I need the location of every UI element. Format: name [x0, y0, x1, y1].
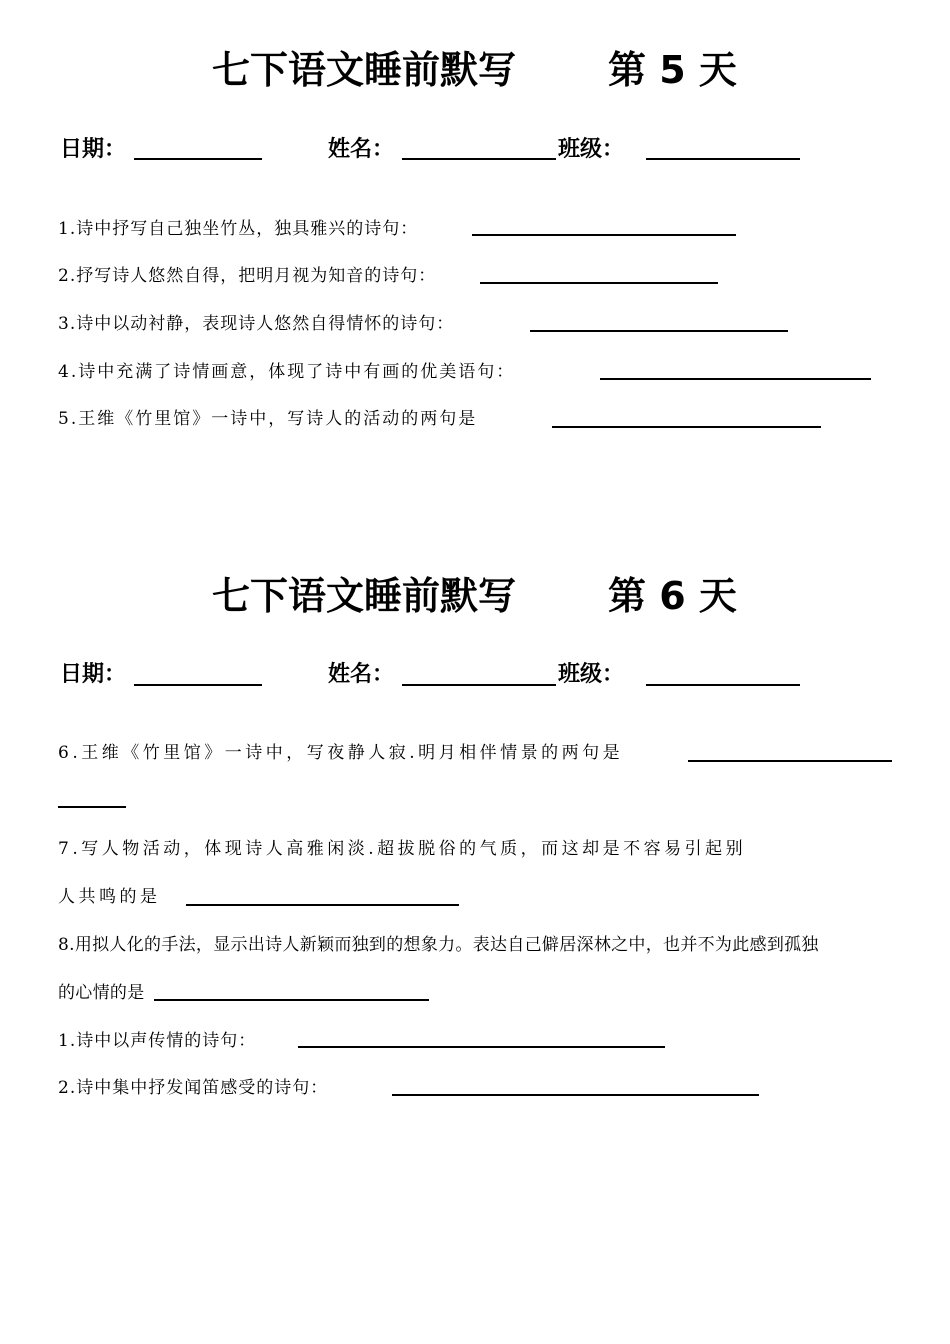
answer-blank[interactable] [154, 999, 429, 1001]
answer-blank-continued[interactable] [58, 806, 126, 808]
day-number: 第 5 天 [608, 48, 737, 92]
question-text: 8.用拟人化的手法，显示出诗人新颖而独到的想象力。表达自己僻居深林之中，也并不为此感到孤独 [58, 935, 819, 955]
question-text: 的心情的是 [58, 983, 145, 1003]
question-text: 5.王维《竹里馆》一诗中，写诗人的活动的两句是 [58, 409, 478, 429]
answer-blank[interactable] [480, 282, 718, 284]
class-label: 班级： [558, 662, 625, 687]
day-number: 第 6 天 [608, 574, 737, 618]
name-label: 姓名： [328, 662, 395, 687]
question-text: 7.写人物活动，体现诗人高雅闲淡.超拔脱俗的气质，而这却是不容易引起别 [58, 839, 747, 859]
answer-blank[interactable] [688, 760, 892, 762]
question-text: 6.王维《竹里馆》一诗中，写夜静人寂.明月相伴情景的两句是 [58, 743, 624, 763]
page-title: 七下语文睡前默写 [212, 48, 517, 92]
question-text: 1.诗中抒写自己独坐竹丛，独具雅兴的诗句： [58, 219, 419, 239]
date-blank[interactable] [134, 158, 262, 160]
name-blank[interactable] [402, 158, 556, 160]
question-text: 3.诗中以动衬静，表现诗人悠然自得情怀的诗句： [58, 314, 455, 334]
class-blank[interactable] [646, 684, 800, 686]
answer-blank[interactable] [472, 234, 736, 236]
question-text: 4.诗中充满了诗情画意，体现了诗中有画的优美语句： [58, 362, 516, 382]
date-blank[interactable] [134, 684, 262, 686]
class-label: 班级： [558, 137, 625, 162]
question-text: 1.诗中以声传情的诗句： [58, 1031, 257, 1051]
page-title: 七下语文睡前默写 [212, 574, 517, 618]
answer-blank[interactable] [186, 904, 459, 906]
date-label: 日期： [60, 662, 127, 687]
date-label: 日期： [60, 137, 127, 162]
answer-blank[interactable] [530, 330, 788, 332]
name-label: 姓名： [328, 137, 395, 162]
answer-blank[interactable] [552, 426, 821, 428]
question-text: 2.抒写诗人悠然自得，把明月视为知音的诗句： [58, 266, 437, 286]
answer-blank[interactable] [600, 378, 871, 380]
answer-blank[interactable] [298, 1046, 665, 1048]
question-text: 人共鸣的是 [58, 887, 161, 907]
answer-blank[interactable] [392, 1094, 759, 1096]
name-blank[interactable] [402, 684, 556, 686]
class-blank[interactable] [646, 158, 800, 160]
question-text: 2.诗中集中抒发闻笛感受的诗句： [58, 1078, 329, 1098]
